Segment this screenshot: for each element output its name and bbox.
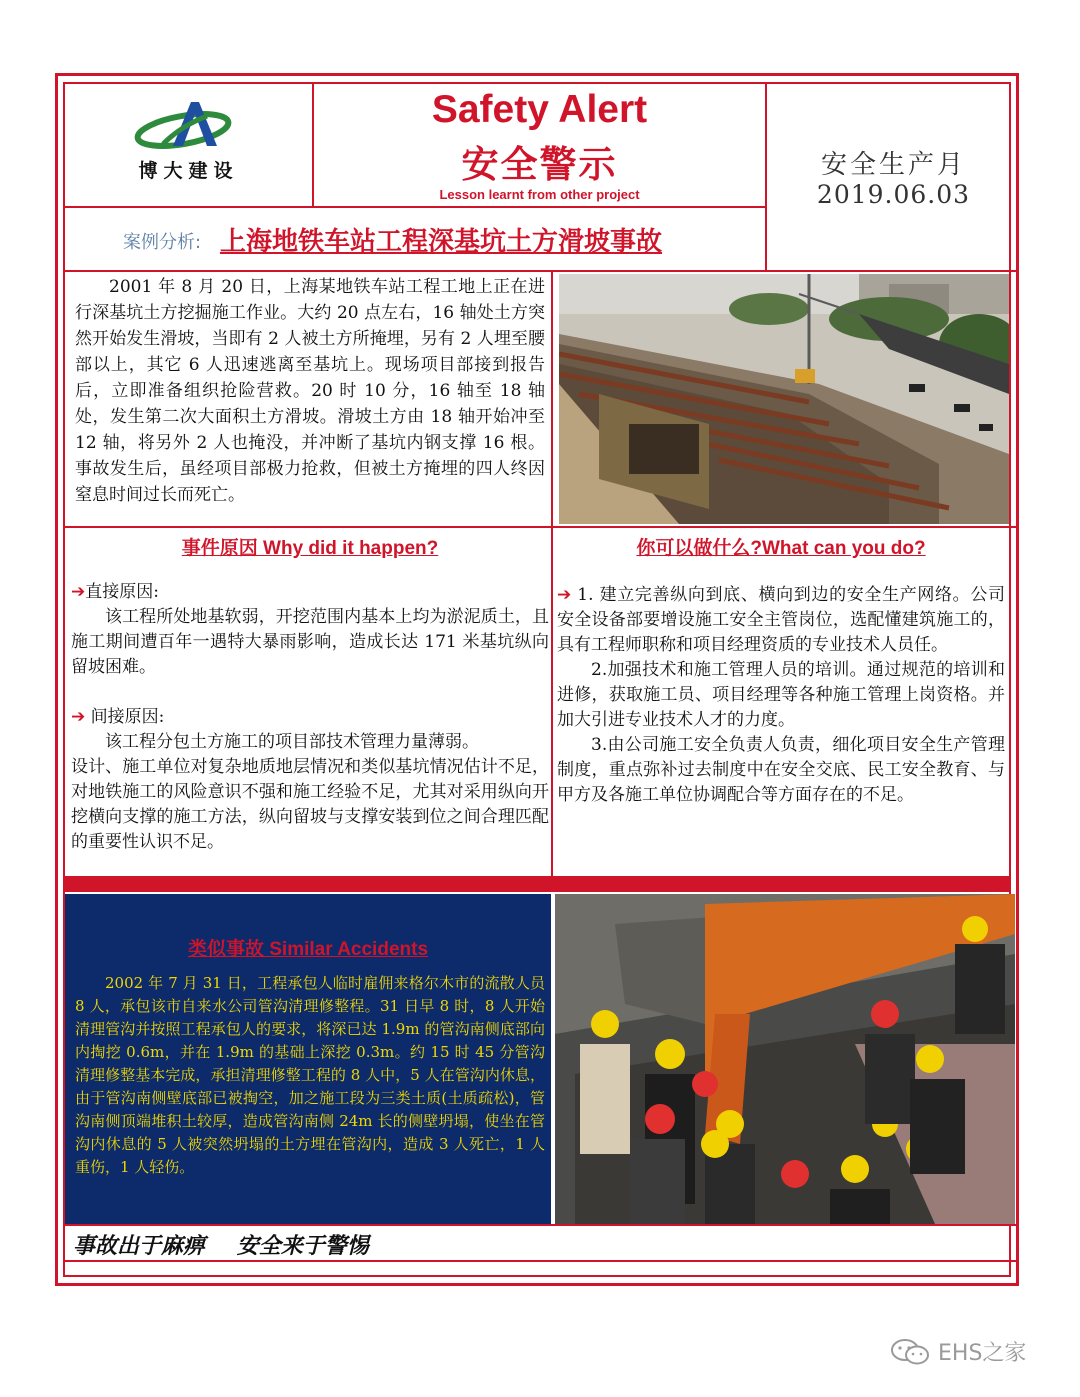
action-item-1: 1. 建立完善纵向到底、横向到边的安全生产网络。公司安全设备部要增设施工安全主管岗位，选配懂建筑施工的，具有工程师职称和项目经理资质的专业技术人员任。 — [557, 585, 1005, 655]
story-text: 2001 年 8 月 20 日，上海某地铁车站工程工地上正在进行深基坑土方挖掘施工作业。大约 20 点左右，16 轴处土方突然开始发生滑坡，当即有 2 人被土方所掩埋，另有 2 人埋至腰部以上，其它 6 人迅速逃离至基坑上。现场项目部接到报告后，立即准备组织抢险营救。20 时 10 分，16 轴至 18 轴处，发生第二次大面积土方滑坡。滑坡土方由 18 轴开始冲至 12 轴，将另外 2 人也掩没，并冲断了基坑内钢支撑 16 根。事故发生后，虽经项目部极力抢救，但被土方掩埋的四人终因窒息时间过长而死亡。 — [75, 277, 545, 505]
action-item-3: 3.由公司施工安全负责人负责，细化项目安全生产管理制度，重点弥补过去制度中在安全交底、民工安全教育、与甲方及各施工单位协调配合等方面存在的不足。 — [557, 735, 1005, 805]
indirect-cause-text-1: 该工程分包土方施工的项目部技术管理力量薄弱。 — [105, 732, 479, 752]
similar-text: 2002 年 7 月 31 日，工程承包人临时雇佣来格尔木市的流散人员 8 人，承包该市自来水公司管沟清理修整程。31 日早 8 时，8 人开始清理管沟并按照工程承包人的要求，将深已达 1.9m 的管沟南侧底部向内掏挖 0.6m，并在 1.9m 的基础上深挖 0.3m。约 15 时 45 分管沟清理修整基本完成，承担清理修整工程的 8 人中，5 人在管沟内休息，由于管沟南侧壁底部已被掏空，加之施工段为三类土质(土质疏松)，管沟南侧顶端堆积土较厚，造成管沟南侧 24m 长的侧壁坍塌，使坐在管沟内休息的 5 人被突然坍塌的土方埋在管沟内，造成 3 人死亡，1 人重伤，1 人轻伤。 — [75, 974, 545, 1176]
case-heading — [65, 208, 765, 270]
excavation-site-photo — [559, 274, 1009, 524]
company-logo — [65, 84, 312, 206]
title-block — [314, 84, 765, 206]
alert-frame — [55, 73, 1019, 1286]
divider — [551, 272, 553, 876]
red-separator-band — [65, 876, 1009, 892]
indirect-cause-text-2: 设计、施工单位对复杂地质地层情况和类似基坑情况估计不足，对地铁施工的风险意识不强和施工经验不足，尤其对采用纵向开挖横向支撑的施工方法，纵向留坡与支撑安装到位之间合理匹配的重要性认识不足。 — [71, 757, 549, 852]
excavation-photo-illustration — [559, 274, 1009, 524]
why-body — [71, 580, 549, 855]
incident-story — [71, 272, 549, 522]
logo-mark-icon — [133, 96, 243, 158]
divider — [65, 526, 1016, 528]
arrow-icon: ➔ — [71, 582, 86, 602]
why-section — [71, 530, 549, 870]
title-chinese: 安全警示 — [461, 143, 618, 186]
similar-title: 类似事故 Similar Accidents — [187, 939, 429, 960]
arrow-icon: ➔ — [557, 585, 572, 605]
title-subtitle: Lesson learnt from other project — [439, 187, 640, 202]
slogan-part-1: 事故出于麻痹 — [73, 1234, 206, 1259]
rescue-scene-photo — [555, 894, 1015, 1224]
issue-date: 2019.06.03 — [816, 180, 971, 209]
similar-body — [75, 972, 545, 1179]
ehs-watermark — [890, 1336, 1060, 1366]
date-block — [767, 84, 1020, 270]
logo-text: 博大建设 — [138, 160, 239, 182]
wechat-icon — [890, 1338, 932, 1366]
alert-inner-border — [63, 82, 1011, 1277]
case-title: 上海地铁车站工程深基坑土方滑坡事故 — [220, 227, 663, 257]
rescue-photo-illustration — [555, 894, 1015, 1224]
title-english: Safety Alert — [431, 88, 648, 131]
watermark-text: EHS之家 — [938, 1341, 1027, 1366]
action-item-2: 2.加强技术和施工管理人员的培训。通过规范的培训和进修，获取施工员、项目经理等各种施工管理上岗资格。并加大引进专业技术人才的力度。 — [557, 660, 1005, 730]
indirect-cause-label: 间接原因: — [85, 707, 165, 727]
what-section — [557, 530, 1005, 870]
what-title: 你可以做什么?What can you do? — [636, 538, 926, 559]
divider — [65, 1224, 1016, 1226]
arrow-icon: ➔ — [71, 707, 86, 727]
slogan-part-2: 安全来于警惕 — [236, 1234, 369, 1259]
what-body — [557, 583, 1005, 808]
direct-cause-text: 该工程所处地基软弱，开挖范围内基本上均为淤泥质土，且施工期间遭百年一遇特大暴雨影响，造成长达 171 米基坑纵向留坡困难。 — [71, 607, 549, 677]
case-label: 案例分析: — [123, 232, 202, 253]
why-title: 事件原因 Why did it happen? — [181, 538, 439, 559]
month-label: 安全生产月 — [820, 150, 966, 180]
similar-accidents-section — [65, 894, 551, 1224]
safety-slogan — [73, 1227, 973, 1261]
direct-cause-label: 直接原因: — [85, 582, 159, 602]
